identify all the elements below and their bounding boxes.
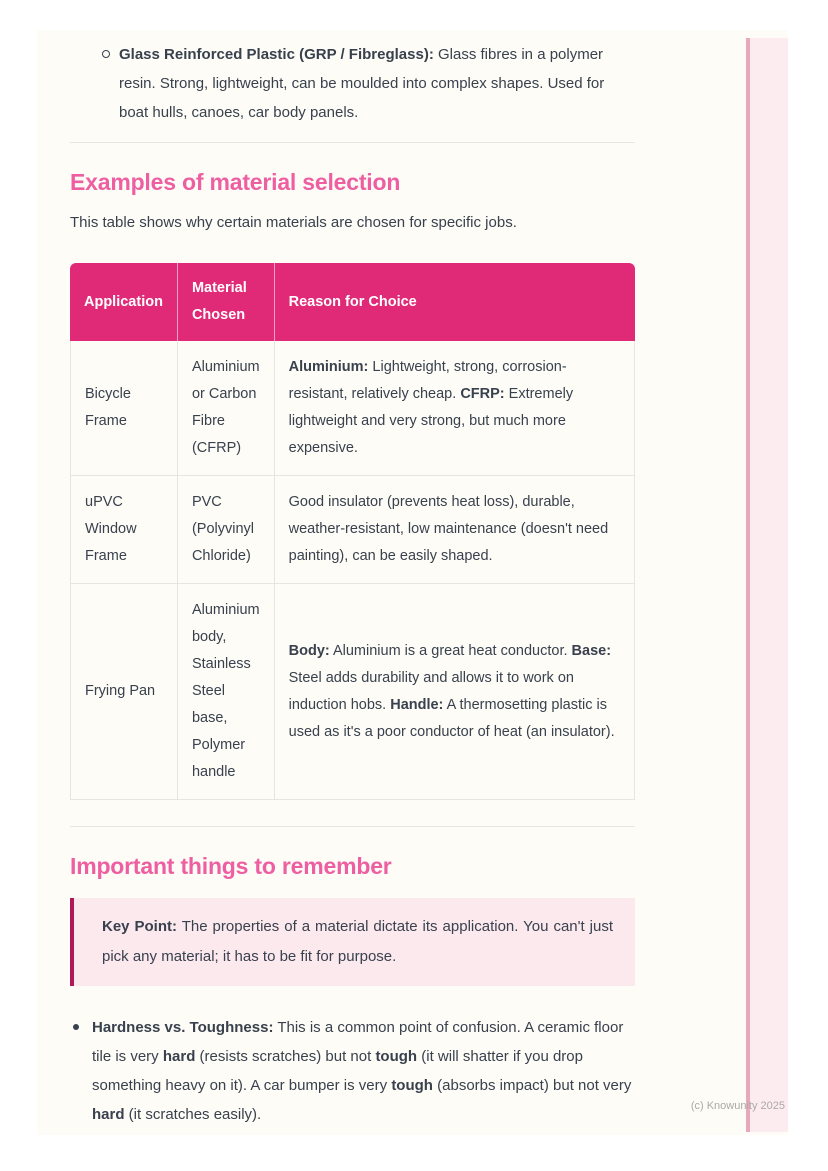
section-divider	[70, 142, 635, 143]
cell-material: Aluminium or Carbon Fibre (CFRP)	[178, 341, 275, 476]
hardness-bullet-text: Hardness vs. Toughness: This is a common point of confusion. A ceramic floor tile is very hard (resists scratches) but not tough (it will shatter if you drop something heavy on it). A car bumper is very tough (absorbs impact) but not very hard (it scratches easily).	[92, 1019, 632, 1123]
list-item-hardness	[70, 1013, 635, 1129]
cell-application: Frying Pan	[70, 584, 178, 800]
cell-application: Bicycle Frame	[70, 341, 178, 476]
header-cell-material: Material Chosen	[178, 263, 275, 341]
grp-bullet-text: Glass Reinforced Plastic (GRP / Fibreglass): Glass fibres in a polymer resin. Strong, lightweight, can be moulded into complex shapes. Used for boat hulls, canoes, car body panels.	[119, 46, 605, 121]
page-edge-stripe	[746, 38, 788, 1132]
material-selection-table	[70, 263, 635, 800]
table-header-row	[70, 263, 635, 341]
disc-bullet-icon	[73, 1024, 79, 1030]
remember-section-heading: Important things to remember	[70, 853, 392, 879]
cell-reason: Good insulator (prevents heat loss), durable, weather-resistant, low maintenance (doesn't need painting), can be easily shaped.	[275, 476, 635, 584]
copyright-watermark: (c) Knowunity 2025	[690, 1100, 785, 1112]
table-row-frying-pan	[70, 584, 635, 800]
list-item-grp	[70, 40, 635, 127]
examples-section-intro: This table shows why certain materials are chosen for specific jobs.	[70, 214, 517, 231]
table-row-bicycle-frame	[70, 341, 635, 476]
circle-bullet-icon	[102, 50, 110, 58]
examples-section-heading: Examples of material selection	[70, 169, 401, 195]
cell-application: uPVC Window Frame	[70, 476, 178, 584]
header-cell-reason: Reason for Choice	[275, 263, 635, 341]
header-cell-application: Application	[70, 263, 178, 341]
document-content	[70, 30, 635, 1129]
table-row-upvc-window	[70, 476, 635, 584]
cell-material: PVC (Polyvinyl Chloride)	[178, 476, 275, 584]
key-point-callout	[70, 898, 635, 986]
cell-material: Aluminium body, Stainless Steel base, Polymer handle	[178, 584, 275, 800]
cell-reason: Aluminium: Lightweight, strong, corrosion-resistant, relatively cheap. CFRP: Extremely lightweight and very strong, but much more expensive.	[275, 341, 635, 476]
section-divider	[70, 826, 635, 827]
cell-reason: Body: Aluminium is a great heat conductor. Base: Steel adds durability and allows it to work on induction hobs. Handle: A thermosetting plastic is used as it's a poor conductor of heat (an insulator).	[275, 584, 635, 800]
key-point-text: Key Point: The properties of a material dictate its application. You can't just pick any material; it has to be fit for purpose.	[102, 918, 613, 965]
document-card	[37, 30, 788, 1135]
